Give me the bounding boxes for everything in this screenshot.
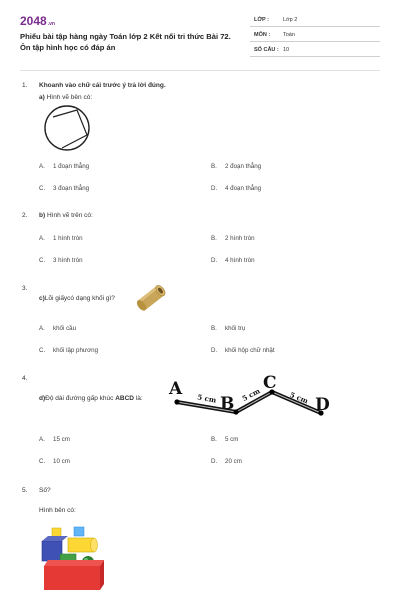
q1-option-d-text: 4 đoạn thẳng [225,185,262,192]
q3-option-d[interactable] [211,347,275,354]
q1-instruction: Khoanh vào chữ cái trước ý trả lời đúng. [39,82,166,89]
toy-yellow-cylinder [68,538,94,552]
q3-subtext [39,295,115,302]
q5-text: Số? [39,487,51,494]
q4-sub-label: d) [39,395,46,402]
q1-subtext [39,94,92,101]
q5-subtext: Hình bên có: [39,507,76,514]
q1-option-d-letter: D. [211,185,218,192]
q4-option-a-text: 15 cm [53,436,70,443]
q4-subtext [39,395,143,402]
q4-option-d-text: 20 cm [225,458,242,465]
subject-label: MÔN : [254,32,271,38]
q2-number: 2. [22,212,28,219]
segment-ab-length: 5 cm [196,392,217,405]
q3-option-b[interactable] [211,325,245,332]
site-logo[interactable] [20,14,55,28]
q5-number: 5. [22,487,28,494]
q4-option-d-letter: D. [211,458,218,465]
header-divider [20,70,380,71]
toy-light-blue-block [74,527,84,536]
toy-box-rim [44,560,104,566]
q1-option-c-letter: C. [39,185,46,192]
q2-option-d-letter: D. [211,257,218,264]
q1-option-b-letter: B. [211,163,217,170]
toy-blue-cube [42,541,62,561]
circle-quadrilateral-figure [42,103,92,153]
q1-option-a-letter: A. [39,163,45,170]
q1-option-c[interactable] [39,185,89,192]
q2-sub-text: Hình vẽ trên có: [46,212,93,219]
segment-cd-length: 5 cm [288,390,310,406]
question-count-underline [250,56,380,57]
q4-sub-text-bold: ABCD [115,395,134,402]
q3-option-d-text: khối hộp chữ nhật [225,347,275,354]
polyline-abcd-figure [165,370,345,420]
q2-option-a-letter: A. [39,235,45,242]
q4-sub-text-post: là: [133,395,143,402]
toy-box-illustration [38,524,110,594]
q2-sub-label: b) [39,212,46,219]
q2-option-d[interactable] [211,257,255,264]
q2-option-d-text: 4 hình tròn [225,257,255,264]
q1-sub-label: a) [39,94,45,101]
title-line-2: Ôn tập hình học có đáp án [20,43,116,52]
toy-blue-cube-top [42,536,68,541]
q4-option-d[interactable] [211,458,242,465]
q2-option-a[interactable] [39,235,83,242]
point-d-label: D [315,395,330,415]
q1-option-c-text: 3 đoạn thẳng [53,185,90,192]
point-a-dot [174,399,179,404]
q4-option-a[interactable] [39,436,70,443]
question-count-value: 10 [283,47,290,53]
q2-option-c-text: 3 hình tròn [53,257,83,264]
q2-subtext [39,212,93,219]
q3-option-d-letter: D. [211,347,218,354]
q2-option-b-letter: B. [211,235,217,242]
q3-option-c-letter: C. [39,347,46,354]
paper-roll-illustration [133,283,169,313]
q3-option-b-text: khối trụ [225,325,246,332]
q4-option-c-letter: C. [39,458,46,465]
q2-option-c-letter: C. [39,257,46,264]
q3-number: 3. [22,285,28,292]
q4-sub-text-pre: Độ dài đường gấp khúc [45,395,116,402]
q4-option-b-text: 5 cm [225,436,239,443]
grade-label: LỚP : [254,17,269,23]
q2-option-a-text: 1 hình tròn [53,235,83,242]
point-a-label: A [169,379,183,399]
q2-option-b[interactable] [211,235,255,242]
logo-main-text: 2048 [20,14,47,28]
point-c-label: C [263,373,277,393]
q1-option-a[interactable] [39,163,89,170]
page-title [20,31,245,53]
toy-box-front [44,566,100,590]
q3-option-a-text: khối cầu [53,325,77,332]
q3-sub-text: Lõi giấycó dạng khối gì? [44,295,115,302]
q3-option-b-letter: B. [211,325,217,332]
figure-segments [53,110,87,148]
q4-option-c[interactable] [39,458,70,465]
point-b-label: B [220,394,235,414]
q4-option-b[interactable] [211,436,238,443]
q4-number: 4. [22,375,28,382]
grade-value: Lớp 2 [283,17,298,23]
q4-option-b-letter: B. [211,436,217,443]
q1-sub-text: Hình vẽ bên có: [46,94,93,101]
q4-option-a-letter: A. [39,436,45,443]
logo-sub-text: .vn [47,21,55,27]
segment-bc-length: 5 cm [240,386,262,404]
q4-option-c-text: 10 cm [53,458,70,465]
q2-option-c[interactable] [39,257,83,264]
toy-cylinder-end [91,538,98,552]
q1-option-b[interactable] [211,163,261,170]
q1-option-b-text: 2 đoạn thẳng [225,163,262,170]
q3-option-a-letter: A. [39,325,45,332]
q1-option-d[interactable] [211,185,261,192]
q1-option-a-text: 1 đoạn thẳng [53,163,90,170]
subject-underline [250,41,380,42]
title-line-1: Phiếu bài tập hàng ngày Toán lớp 2 Kết nối tri thức Bài 72. [20,32,231,41]
grade-underline [250,26,380,27]
q3-option-a[interactable] [39,325,76,332]
subject-value: Toán [283,32,295,38]
q3-sub-label: c) [39,295,45,302]
q2-option-b-text: 2 hình tròn [225,235,255,242]
q3-option-c[interactable] [39,347,98,354]
question-count-label: SỐ CÂU : [254,47,279,53]
q1-number: 1. [22,82,28,89]
q3-option-c-text: khối lập phương [53,347,99,354]
